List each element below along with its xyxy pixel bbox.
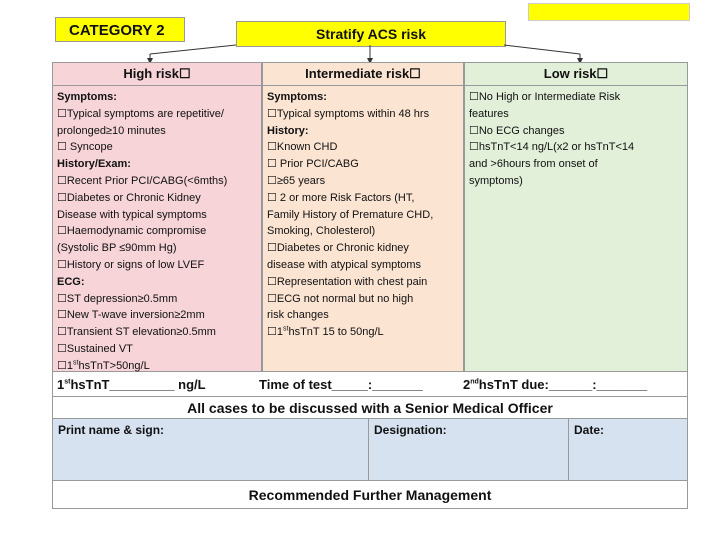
criteria-checkbox-item[interactable]: ☐Typical symptoms are repetitive/: [57, 107, 224, 120]
low-risk-criteria: [465, 86, 687, 193]
criteria-checkbox-item[interactable]: ☐New T-wave inversion≥2mm: [57, 309, 205, 322]
criteria-text: symptoms): [469, 174, 523, 187]
criteria-text: (Systolic BP ≤90mm Hg): [57, 242, 177, 255]
criteria-checkbox-item[interactable]: ☐Diabetes or Chronic kidney: [267, 242, 409, 255]
criteria-text: Disease with typical symptoms: [57, 208, 207, 221]
intermediate-risk-criteria: [263, 86, 463, 344]
criteria-checkbox-item[interactable]: ☐Recent Prior PCI/CABG(<6mths): [57, 174, 228, 187]
criteria-checkbox-item[interactable]: ☐ECG not normal but no high: [267, 292, 414, 305]
criteria-checkbox-item[interactable]: ☐ Prior PCI/CABG: [267, 158, 359, 171]
criteria-checkbox-item[interactable]: ☐Sustained VT: [57, 342, 133, 355]
criteria-checkbox-item[interactable]: ☐No High or Intermediate Risk: [469, 91, 621, 103]
criteria-text: Smoking, Cholesterol): [267, 225, 376, 238]
criteria-checkbox-item[interactable]: ☐Known CHD: [267, 141, 338, 154]
criteria-checkbox-item[interactable]: ☐hsTnT<14 ng/L(x2 or hsTnT<14: [469, 141, 635, 154]
criteria-checkbox-item[interactable]: ☐Representation with chest pain: [267, 275, 428, 288]
criteria-heading: History:: [267, 124, 309, 137]
low-risk-column: [464, 62, 688, 372]
criteria-checkbox-item[interactable]: ☐No ECG changes: [469, 124, 565, 137]
criteria-checkbox-item[interactable]: ☐History or signs of low LVEF: [57, 258, 205, 271]
high-risk-criteria: [53, 86, 261, 378]
second-hstnt-due-field[interactable]: 2ndhsTnT due:______:_______: [463, 377, 648, 392]
criteria-text: Family History of Premature CHD,: [267, 208, 434, 221]
criteria-text: features: [469, 107, 509, 120]
criteria-checkbox-item[interactable]: ☐≥65 years: [267, 174, 326, 187]
designation-field[interactable]: [369, 419, 569, 480]
high-risk-title[interactable]: High risk☐: [53, 63, 261, 86]
first-hstnt-field[interactable]: 1sthsTnT_________ ng/L: [57, 377, 206, 392]
high-risk-column: [52, 62, 262, 372]
criteria-checkbox-item[interactable]: ☐Diabetes or Chronic Kidney: [57, 191, 201, 204]
print-name-sign-field[interactable]: [53, 419, 369, 480]
category-label: CATEGORY 2: [55, 17, 185, 42]
criteria-checkbox-item[interactable]: ☐ST depression≥0.5mm: [57, 292, 178, 305]
low-risk-title[interactable]: Low risk☐: [465, 63, 687, 86]
criteria-text: risk changes: [267, 309, 329, 322]
criteria-heading: Symptoms:: [57, 91, 117, 103]
stratify-arrows: [0, 0, 720, 70]
criteria-text: and >6hours from onset of: [469, 158, 598, 171]
criteria-heading: History/Exam:: [57, 158, 131, 171]
criteria-heading: Symptoms:: [267, 91, 327, 103]
date-field[interactable]: [569, 419, 687, 480]
signature-row: [52, 419, 688, 481]
criteria-checkbox-item[interactable]: ☐1sthsTnT 15 to 50ng/L: [267, 325, 384, 339]
criteria-text: prolonged≥10 minutes: [57, 124, 166, 137]
print-name-label: Print name & sign:: [58, 423, 165, 437]
criteria-checkbox-item[interactable]: ☐Transient ST elevation≥0.5mm: [57, 326, 216, 339]
criteria-checkbox-item[interactable]: ☐ 2 or more Risk Factors (HT,: [267, 191, 415, 204]
criteria-checkbox-item[interactable]: ☐1sthsTnT>50ng/L: [57, 359, 150, 372]
date-label: Date:: [574, 423, 605, 437]
stratify-title: Stratify ACS risk: [236, 21, 506, 47]
arrow-line-left: [150, 45, 236, 54]
intermediate-risk-title[interactable]: Intermediate risk☐: [263, 63, 463, 86]
designation-label: Designation:: [374, 423, 447, 437]
criteria-checkbox-item[interactable]: ☐Haemodynamic compromise: [57, 225, 207, 238]
troponin-test-row: [52, 372, 688, 397]
criteria-checkbox-item[interactable]: ☐ Syncope: [57, 141, 113, 154]
time-of-test-field[interactable]: Time of test_____:_______: [259, 377, 423, 392]
criteria-heading: ECG:: [57, 275, 85, 288]
intermediate-risk-column: [262, 62, 464, 372]
criteria-text: disease with atypical symptoms: [267, 258, 422, 271]
recommended-management-heading: Recommended Further Management: [52, 481, 688, 509]
arrow-line-right: [504, 45, 580, 54]
criteria-checkbox-item[interactable]: ☐Typical symptoms within 48 hrs: [267, 107, 430, 120]
senior-officer-notice: All cases to be discussed with a Senior Medical Officer: [52, 397, 688, 419]
